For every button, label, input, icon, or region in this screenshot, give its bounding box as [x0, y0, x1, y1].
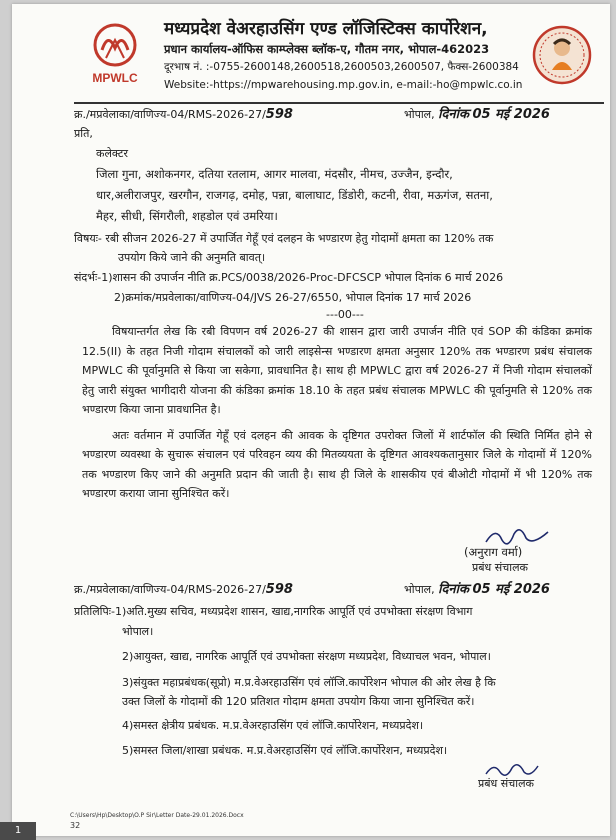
- girl-emblem: [532, 24, 592, 86]
- header-rule: [74, 102, 604, 104]
- copy-item-4: 4)समस्त क्षेत्रीय प्रबंधक. म.प्र.वेअरहाउसिंग एवं लॉजि.कार्पोरेशन, मध्यप्रदेश।: [122, 718, 424, 732]
- references: संदर्भः-1)शासन की उपार्जन नीति क्र.PCS/0038/2026-Proc-DFCSCP भोपाल दिनांक 6 मार्च 2026 2)क्रमांक/मप्रवेलाका/वाणिज्य-04/JVS 26-27/6550, भोपाल दिनांक 17 मार्च 2026: [74, 271, 504, 304]
- org-name: मध्यप्रदेश वेअरहाउसिंग एण्ड लॉजिस्टिक्स कार्पोरेशन,: [164, 19, 488, 39]
- recipient-title: कलेक्टर: [96, 147, 128, 160]
- copy-list: [74, 602, 496, 761]
- page-number-badge: 1: [0, 822, 36, 840]
- copy-date: भोपाल, दिनांक 05 मई 2026: [404, 582, 550, 597]
- copy-item-2: 2)आयुक्त, खाद्य, नागरिक आपूर्ति एवं उपभोक्ता संरक्षण मध्यप्रदेश, विध्याचल भवन, भोपाल।: [122, 650, 491, 663]
- letter-body: [82, 322, 592, 510]
- copy-item-3-cont: उक्त जिलों के गोदामों की 120 प्रतिशत गोदाम क्षमता उपयोग किया जाना सुनिश्चित करें।: [122, 695, 475, 708]
- recipient-districts: जिला गुना, अशोकनगर, दतिया रतलाम, आगर मालवा, मंदसौर, नीमच, उज्जैन, इन्दौर, धार,अलीराजपुर, खरगौन, राजगढ़, दमोह, पन्ना, बालाघाट, डिंडोरी, कटनी, रीवा, मऊगंज, सतना, मैहर, सीधी, सिंगरौली, शहडोल एवं उमरिया।: [96, 167, 493, 223]
- subject: विषयः- रबी सीजन 2026-27 में उपार्जित गेहूँ एवं दलहन के भण्डारण हेतु गोदामों क्षमता का 120% तक उपयोग किये जाने की अनुमति बावत्।: [74, 232, 494, 264]
- signatory-title: प्रबंध संचालक: [472, 561, 528, 574]
- reference-number: क्र./मप्रवेलाका/वाणिज्य-04/RMS-2026-27/598: [74, 107, 293, 122]
- paragraph-1: विषयान्तर्गत लेख कि रबी विपणन वर्ष 2026-27 की शासन द्वारा जारी उपार्जन नीति एवं SOP की कंडिका क्रमांक 12.5(II) के तहत निजी गोदाम संचालकों को जारी लाइसेन्स भण्डारण क्षमता अनुसार 120% तक भण्डारण प्रबंध संचालक MPWLC की पूर्वानुमति से किया जा सकेगा, प्रावधानित है। साथ ही MPWLC द्वारा वर्ष 2026-27 में निजी गोदाम संचालकों हेतु जारी संयुक्त भागीदारी योजना की कंडिका क्रमांक 18.10 के तहत प्रबंध संचालक MPWLC की पूर्वानुमति से 120% तक भण्डारण किया जाना प्रावधानित है।: [82, 325, 592, 416]
- letter-page: [12, 4, 610, 836]
- paragraph-2: अतः वर्तमान में उपार्जित गेहूँ एवं दलहन की आवक के दृष्टिगत उपरोक्त जिलों में शार्टफॉल की स्थिति निर्मित होने से भण्डारण व्यवस्था के सुचारू संचालन एवं परिवहन व्यय की मितव्ययता के दृष्टिगत आवश्यकतानुसार जिले के गोदामों में 120% तक भण्डारण किए जाने की अनुमति प्रदान की जाती है। साथ ही जिले के शासकीय एवं बीओटी गोदामों में भी 120% तक भण्डारण कराया जाना सुनिश्चित करें।: [82, 428, 592, 500]
- file-path: C:\Users\Hp\Desktop\O.P Sir\Letter Date-29.01.2026.Docx: [70, 812, 244, 819]
- org-phone: दूरभाष नं. :-0755-2600148,2600518,2600503,2600507, फैक्स-2600384: [164, 61, 519, 73]
- to-label: प्रति,: [74, 127, 93, 140]
- signatory-name: (अनुराग वर्मा): [464, 545, 523, 559]
- copy-item-1: प्रतिलिपिः-1)अति.मुख्य सचिव, मध्यप्रदेश शासन, खाद्य,नागरिक आपूर्ति एवं उपभोक्ता संरक्षण विभाग: [74, 605, 473, 618]
- letter-date: भोपाल, दिनांक 05 मई 2026: [404, 107, 550, 122]
- copy-signatory-title: प्रबंध संचालक: [478, 777, 534, 790]
- footer-count: 32: [70, 821, 81, 830]
- letterhead: [164, 18, 524, 94]
- copy-reference-number: क्र./मप्रवेलाका/वाणिज्य-04/RMS-2026-27/598: [74, 582, 293, 597]
- copy-item-1-cont: भोपाल।: [122, 624, 154, 638]
- separator: ---00---: [326, 308, 364, 321]
- org-address: प्रधान कार्यालय-ऑफिस काम्प्लेक्स ब्लॉक-ए, गौतम नगर, भोपाल-462023: [164, 42, 490, 56]
- mpwlc-logo: [82, 18, 148, 88]
- copy-item-3: 3)संयुक्त महाप्रबंधक(सूप्रो) म.प्र.वेअरहाउसिंग एवं लॉजि.कार्पोरेशन भोपाल की ओर लेख है कि: [122, 675, 496, 689]
- svg-text:MPWLC: MPWLC: [92, 71, 138, 85]
- org-website: Website:-https://mpwarehousing.mp.gov.in, e-mail:-ho@mpwlc.co.in: [164, 79, 523, 91]
- copy-item-5: 5)समस्त जिला/शाखा प्रबंधक. म.प्र.वेअरहाउसिंग एवं लॉजि.कार्पोरेशन, मध्यप्रदेश।: [122, 744, 448, 757]
